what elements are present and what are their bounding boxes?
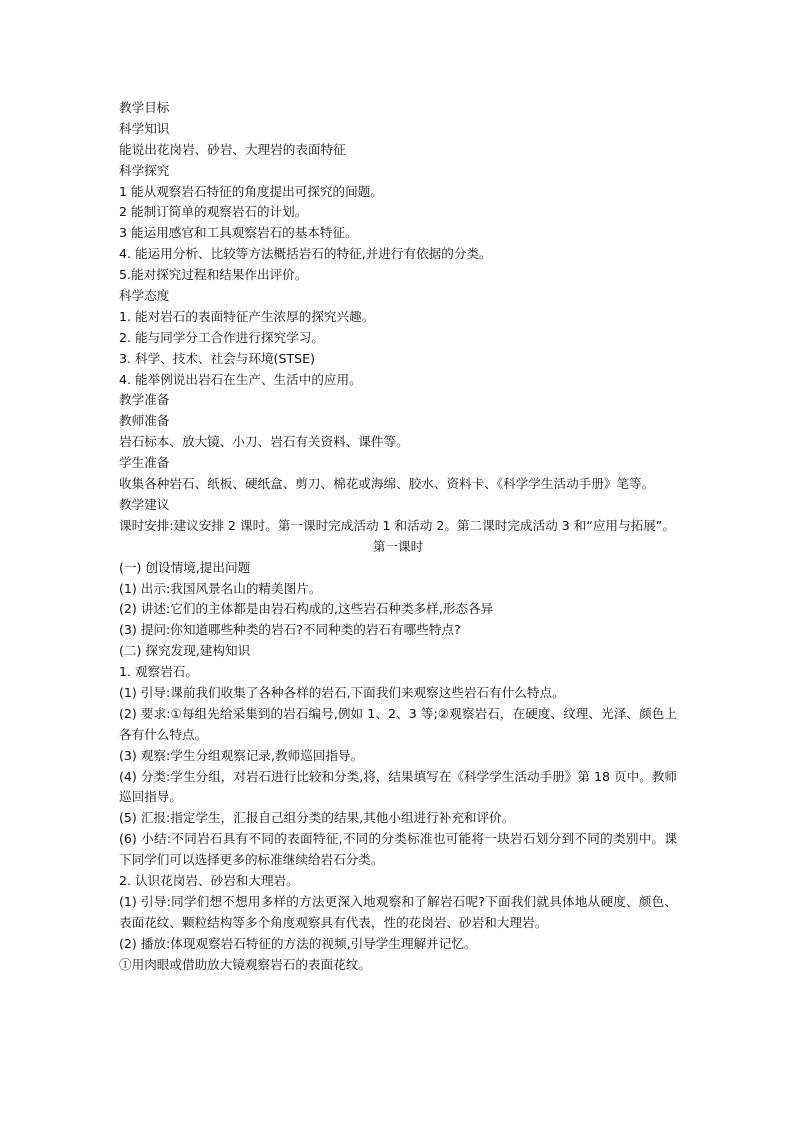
list-item: 1. 能对岩石的表面特征产生浓厚的探究兴趣。 [119,308,375,324]
step-item: (1) 引导:课前我们收集了各种各样的岩石,下面我们来观察这些岩石有什么特点。 [119,684,565,700]
list-item: 3. 科学、技术、社会与环境(STSE) [119,350,316,366]
text-line: 能说出花岗岩、砂岩、大理岩的表面特征 [119,141,346,157]
subheading-student-prep: 学生准备 [119,455,170,471]
list-item: 4. 能举例说出岩石在生产、生活中的应用。 [119,371,362,387]
step-item: (2) 播放:体现观察岩石特征的方法的视频,引导学生理解并记忆。 [119,935,477,951]
list-item: 2 能制订简单的观察岩石的计划。 [119,204,308,220]
subheading-science-knowledge: 科学知识 [119,120,170,136]
list-item: 2. 能与同学分工合作进行探究学习。 [119,329,324,345]
step-item: (4) 分类:学生分组，对岩石进行比较和分类,将，结果填写在《科学学生活动手册》第 18 页中。教师巡回指导。 [119,768,677,805]
section-title: 第一课时 [372,538,424,554]
heading-teaching-suggestions: 教学建议 [119,496,170,512]
step-item: (5) 汇报:指定学生，汇报自己组分类的结果,其他小组进行补充和评价。 [119,810,515,826]
subheading-science-inquiry: 科学探究 [119,162,170,178]
step-item: (1) 出示:我国风景名山的精美图片。 [119,580,322,596]
subheading-science-attitude: 科学态度 [119,288,170,304]
step-item: (3) 提问:你知道哪些种类的岩石?不同种类的岩石有哪些特点? [119,622,461,638]
text-line: 岩石标本、放大镜、小刀、岩石有关资料、课件等。 [119,434,409,450]
heading-teaching-prep: 教学准备 [119,392,170,408]
list-item: 1 能从观察岩石特征的角度提出可探究的间题。 [119,183,383,199]
heading-teaching-goals: 教学目标 [119,100,170,115]
list-item: 4. 能运用分析、比较等方法概括岩石的特征,并进行有依据的分类。 [119,246,492,262]
activity-heading: 2. 认识花岗岩、砂岩和大理岩。 [119,873,299,889]
step-item: (3) 观察:学生分组观察记录,教师巡回指导。 [119,747,364,763]
step-item: (2) 要求:①每组先给采集到的岩石编号,例如 1、2、3 等;②观察岩石，在硬度、纹理、光泽、颜色上各有什么特点。 [119,705,677,742]
step-item: (6) 小结:不同岩石具有不同的表面特征,不同的分类标准也可能将一块岩石划分到不同的类别中。课下同学们可以选择更多的标准继续给岩石分类。 [119,831,677,868]
step-item: (2) 讲述:它们的主体都是由岩石构成的,这些岩石种类多样,形态各异 [119,601,494,617]
step-item: ①用肉眼或借助放大镜观察岩石的表面花纹。 [119,956,371,972]
list-item: 3 能运用感官和工具观察岩石的基本特征。 [119,225,358,241]
step-heading: (一) 创设情境,提出问题 [119,559,251,575]
paragraph: 课时安排:建议安排 2 课时。第一课时完成活动 1 和活动 2。第二课时完成活动 3 和“应用与拓展”。 [119,517,675,533]
step-item: (1) 引导:同学们想不想用多样的方法更深入地观察和了解岩石呢?下面我们就具体地从硬度、颜色、表面花纹、颗粒结构等多个角度观察具有代表，性的花岗岩、砂岩和大理岩。 [119,893,677,930]
step-heading: (二) 探究发现,建构知识 [119,643,251,659]
paragraph: 收集各种岩石、纸板、硬纸盒、剪刀、棉花或海绵、胶水、资料卡、《科学学生活动手册》笔等。 [119,476,655,492]
list-item: 5.能对探究过程和结果作出评价。 [119,267,308,283]
activity-heading: 1. 观察岩石。 [119,664,198,680]
document-body [119,98,677,976]
subheading-teacher-prep: 教师准备 [119,413,170,429]
